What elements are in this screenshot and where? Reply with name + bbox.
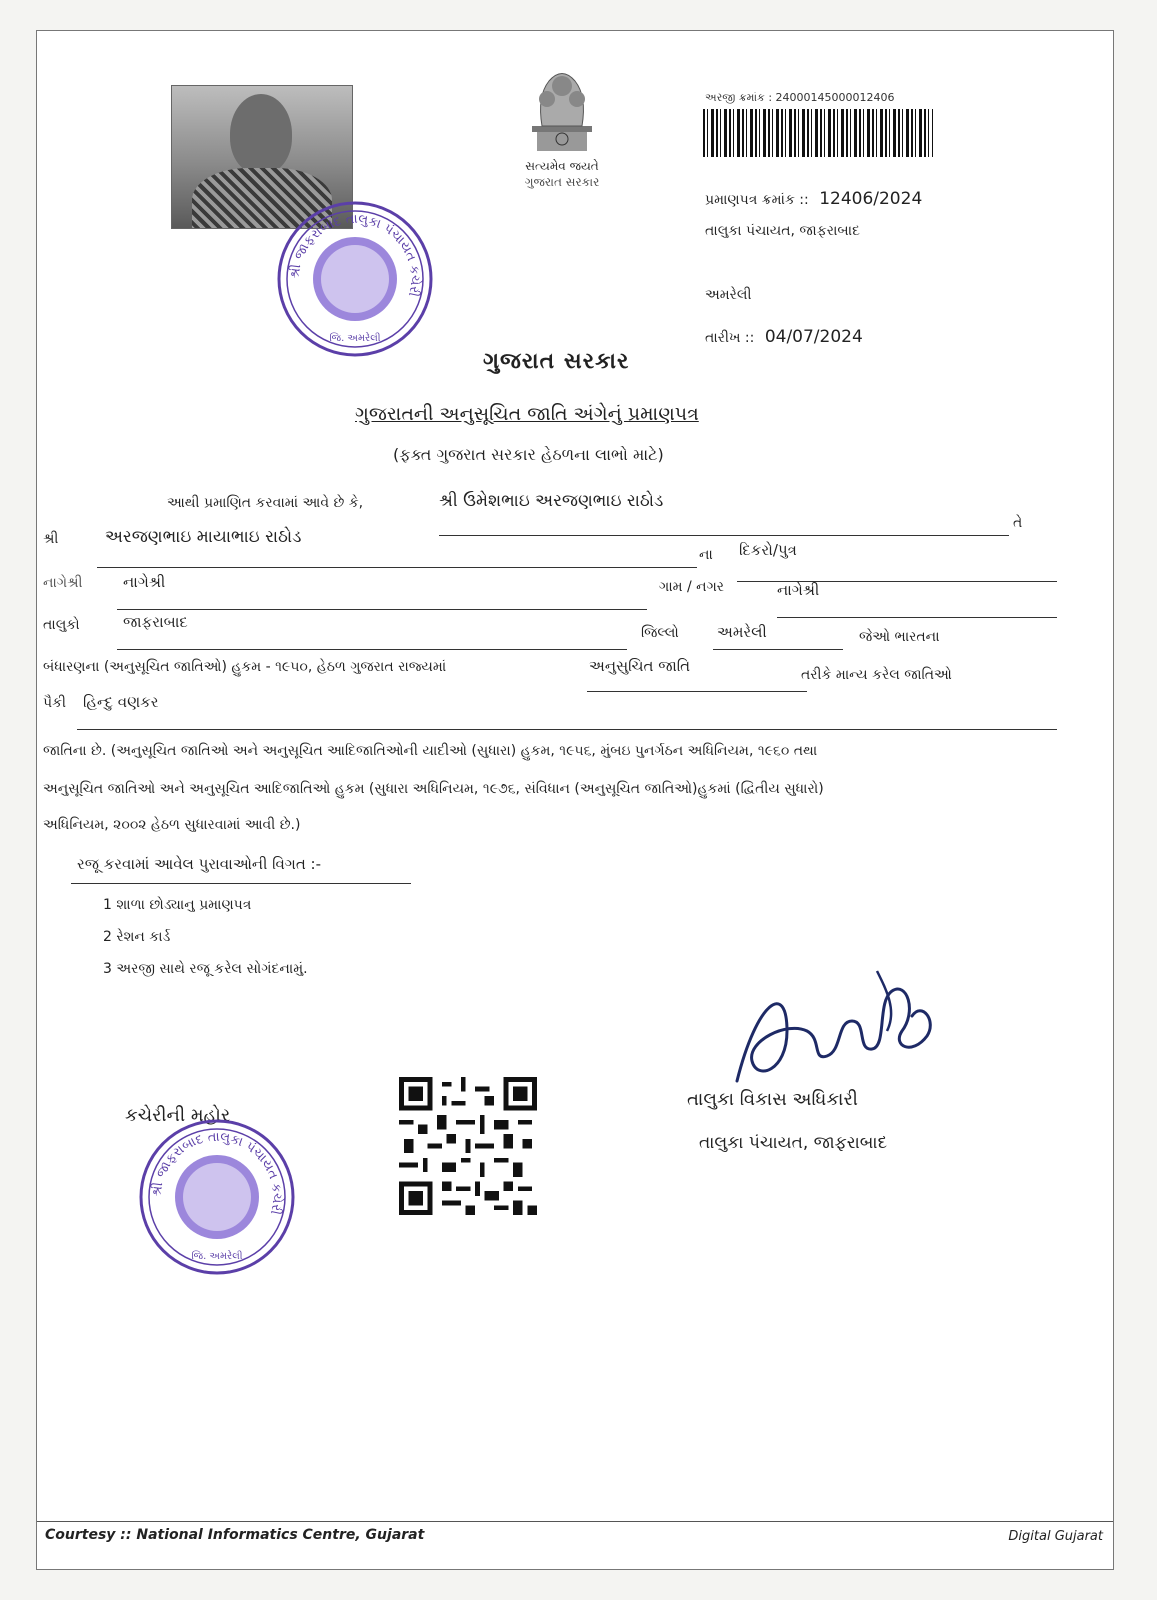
paragraph-line-3: અધિનિયમ, ૨૦૦૨ હેઠળ સુધારવામાં આવી છે.): [43, 817, 301, 833]
office-seal-label: કચેરીની મહોર: [125, 1105, 231, 1126]
recognized-text: તરીકે માન્ય કરેલ જાતિઓ: [801, 667, 952, 683]
village-label: ગામ / નગર: [659, 579, 725, 595]
intro-text: આથી પ્રમાણિત કરવામાં આવે છે કે,: [167, 495, 364, 511]
ashoka-emblem-icon: [507, 51, 617, 161]
evidence-heading: રજૂ કરવામાં આવેલ પુરાવાઓની વિગત :-: [77, 855, 322, 873]
caste: હિન્દુ વણકર: [83, 693, 159, 711]
village-value: નાગેશ્રી: [777, 581, 820, 599]
taluka-panchayat-stamp-icon: [275, 199, 435, 359]
officer-signature-icon: [727, 961, 947, 1101]
officer-title: તાલુકા વિકાસ અધિકારી: [687, 1089, 858, 1110]
office-seal-stamp-icon: [137, 1117, 297, 1277]
certificate-no: પ્રમાણપત્ર ક્રમાંક :: 12406/2024: [705, 189, 923, 209]
svg-text:શ્રી જાફરાબાદ તાલુકા પંચાયત કચ: શ્રી જાફરાબાદ તાલુકા પંચાયત કચેરી: [287, 211, 423, 298]
footer-courtesy: Courtesy :: National Informatics Centre, Gujarat: [45, 1527, 425, 1543]
district-label: જિલ્લો: [641, 625, 679, 641]
svg-text:જિ. અમરેલી: જિ. અમરેલી: [329, 333, 381, 344]
taluka-value: જાફરાબાદ: [123, 613, 188, 631]
suffix-te: તે: [1013, 515, 1023, 531]
svg-text:શ્રી જાફરાબાદ તાલુકા પંચાયત કચ: શ્રી જાફરાબાદ તાલુકા પંચાયત કચેરી: [149, 1129, 285, 1216]
resident-village-label: નાગેશ્રી: [43, 575, 83, 591]
footer-divider: [37, 1521, 1113, 1522]
document-subtitle: ગુજરાતની અનુસૂચિત જાતિ અંગેનું પ્રમાણપત્ર: [355, 403, 699, 425]
constitution-text: બંધારણના (અનુસૂચિત જાતિઓ) હુકમ - ૧૯૫૦, હેઠળ ગુજરાત રાજ્યમાં: [43, 659, 447, 675]
among-label: પૈકી: [43, 695, 66, 711]
qr-code-icon: [399, 1077, 537, 1215]
resident-village-value: નાગેશ્રી: [123, 573, 166, 591]
evidence-item: 3 અરજી સાથે રજૂ કરેલ સોગંદનામું.: [103, 961, 308, 977]
taluka-label: તાલુકો: [43, 617, 80, 633]
applicant-name: શ્રી ઉમેશભાઇ અરજણભાઇ રાઠોડ: [439, 491, 664, 511]
paragraph-line-1: જાતિના છે. (અનુસૂચિત જાતિઓ અને અનુસૂચિત આદિજાતિઓની યાદીઓ (સુધારા) હુકમ, ૧૯૫૬, મુંબઇ પુનર્ગઠન અધિનિયમ, ૧૯૬૦ તથા: [43, 743, 818, 759]
evidence-item: 2 રેશન કાર્ડ: [103, 929, 171, 945]
issuing-district: અમરેલી: [705, 287, 752, 303]
application-number: અરજી ક્રમાંક : 24000145000012406: [705, 91, 895, 104]
footer-brand: Digital Gujarat: [1008, 1529, 1103, 1544]
issue-date: તારીખ :: 04/07/2024: [705, 327, 863, 347]
paragraph-line-2: અનુસૂચિત જાતિઓ અને અનુસૂચિત આદિજાતિઓ હુકમ (સુધારા અધિનિયમ, ૧૯૭૬, સંવિધાન (અનુસૂચિત જાતિઓ)હુકમાં (દ્વિતીય સુધારો): [43, 781, 824, 797]
svg-text:જિ. અમરેલી: જિ. અમરેલી: [191, 1251, 243, 1262]
document-title: ગુજરાત સરકાર: [483, 349, 630, 374]
certificate-page: [36, 30, 1114, 1570]
document-note: (ફક્ત ગુજરાત સરકાર હેઠળના લાભો માટે): [393, 445, 664, 464]
emblem-caption: ગુજરાત સરકાર: [524, 175, 600, 189]
father-name: અરજણભાઇ માયાભાઇ રાઠોડ: [105, 527, 302, 547]
officer-office: તાલુકા પંચાયત, જાફરાબાદ: [699, 1133, 888, 1153]
district-value: અમરેલી: [717, 623, 767, 641]
category: અનુસુચિત જાતિ: [589, 657, 691, 675]
relation: દિકરો/પુત્ર: [739, 541, 797, 559]
issuing-office: તાલુકા પંચાયત, જાફરાબાદ: [705, 223, 860, 239]
prefix-shri: શ્રી: [43, 531, 59, 547]
emblem-motto: સત્યમેવ જયતે: [525, 159, 599, 173]
na-label: ના: [699, 547, 713, 563]
india-text: જેઓ ભારતના: [859, 629, 940, 645]
barcode: [703, 109, 933, 157]
evidence-item: 1 શાળા છોડ્યાનુ પ્રમાણપત્ર: [103, 897, 252, 913]
